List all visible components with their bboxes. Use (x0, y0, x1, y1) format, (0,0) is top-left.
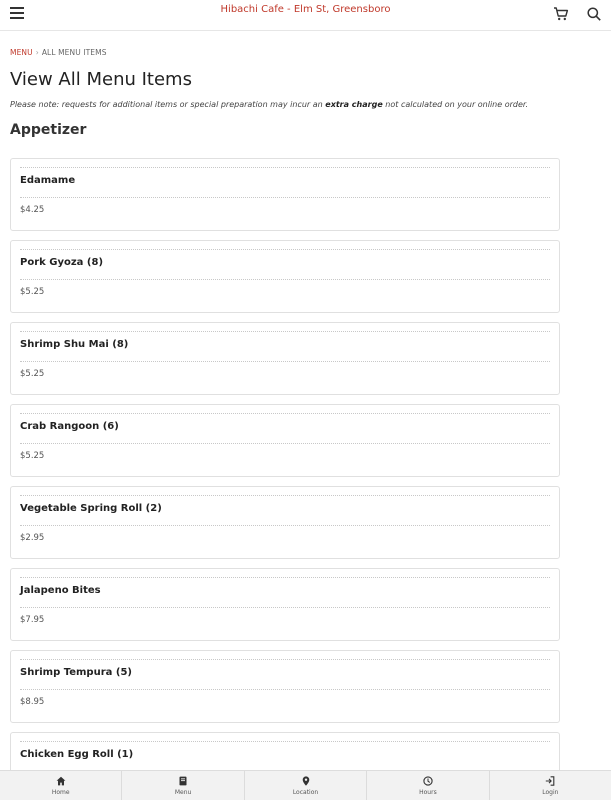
menu-item-name: Shrimp Tempura (5) (20, 660, 550, 690)
nav-location[interactable] (245, 771, 367, 800)
divider (20, 569, 550, 578)
menu-item-price: $8.95 (20, 697, 45, 707)
menu-item-name: Pork Gyoza (8) (20, 250, 550, 280)
menu-item-price: $5.25 (20, 451, 45, 461)
notice-text-before: Please note: requests for additional items or special preparation may incur an (10, 100, 326, 109)
menu-item-name: Shrimp Shu Mai (8) (20, 332, 550, 362)
cart-icon[interactable] (553, 6, 569, 22)
nav-menu[interactable] (122, 771, 244, 800)
map-pin-icon (301, 776, 311, 786)
divider (20, 241, 550, 250)
divider (20, 323, 550, 332)
nav-login[interactable] (490, 771, 611, 800)
menu-item-card[interactable] (10, 322, 560, 395)
nav-login-label: Login (542, 789, 559, 796)
divider (20, 405, 550, 414)
menu-item-card[interactable] (10, 568, 560, 641)
breadcrumb-menu-link[interactable]: MENU (10, 48, 33, 57)
nav-hours-label: Hours (419, 789, 437, 796)
notice-text-after: not calculated on your online order. (382, 100, 528, 109)
notice-emphasis: extra charge (325, 100, 383, 109)
divider (20, 487, 550, 496)
clock-icon (423, 776, 433, 786)
nav-location-label: Location (292, 789, 319, 796)
breadcrumb (10, 48, 107, 57)
nav-hours[interactable] (367, 771, 489, 800)
menu-item-card[interactable] (10, 650, 560, 723)
menu-item-card[interactable] (10, 158, 560, 231)
book-icon (178, 776, 188, 786)
menu-item-price: $5.25 (20, 369, 45, 379)
menu-item-price: $7.95 (20, 615, 45, 625)
menu-item-name: Vegetable Spring Roll (2) (20, 496, 550, 526)
top-bar (0, 0, 611, 31)
price-notice (10, 100, 605, 109)
menu-item-list (10, 158, 560, 800)
nav-home[interactable] (0, 771, 122, 800)
menu-item-name: Edamame (20, 168, 550, 198)
home-icon (56, 776, 66, 786)
breadcrumb-separator: › (35, 48, 39, 57)
divider (20, 651, 550, 660)
nav-menu-label: Menu (174, 789, 192, 796)
restaurant-title[interactable]: Hibachi Cafe - Elm St, Greensboro (220, 4, 391, 15)
menu-item-card[interactable] (10, 486, 560, 559)
menu-item-price: $4.25 (20, 205, 45, 215)
search-icon[interactable] (586, 6, 602, 22)
page-title: View All Menu Items (10, 69, 192, 90)
breadcrumb-current: ALL MENU ITEMS (41, 48, 107, 57)
menu-item-name: Chicken Egg Roll (1) (20, 742, 550, 772)
menu-item-name: Jalapeno Bites (20, 578, 550, 608)
menu-item-price: $2.95 (20, 533, 45, 543)
menu-item-card[interactable] (10, 404, 560, 477)
menu-item-name: Crab Rangoon (6) (20, 414, 550, 444)
menu-item-card[interactable] (10, 240, 560, 313)
login-icon (545, 776, 555, 786)
bottom-navigation (0, 770, 611, 800)
section-title: Appetizer (10, 122, 87, 138)
nav-home-label: Home (51, 789, 70, 796)
menu-item-price: $5.25 (20, 287, 45, 297)
divider (20, 159, 550, 168)
divider (20, 733, 550, 742)
